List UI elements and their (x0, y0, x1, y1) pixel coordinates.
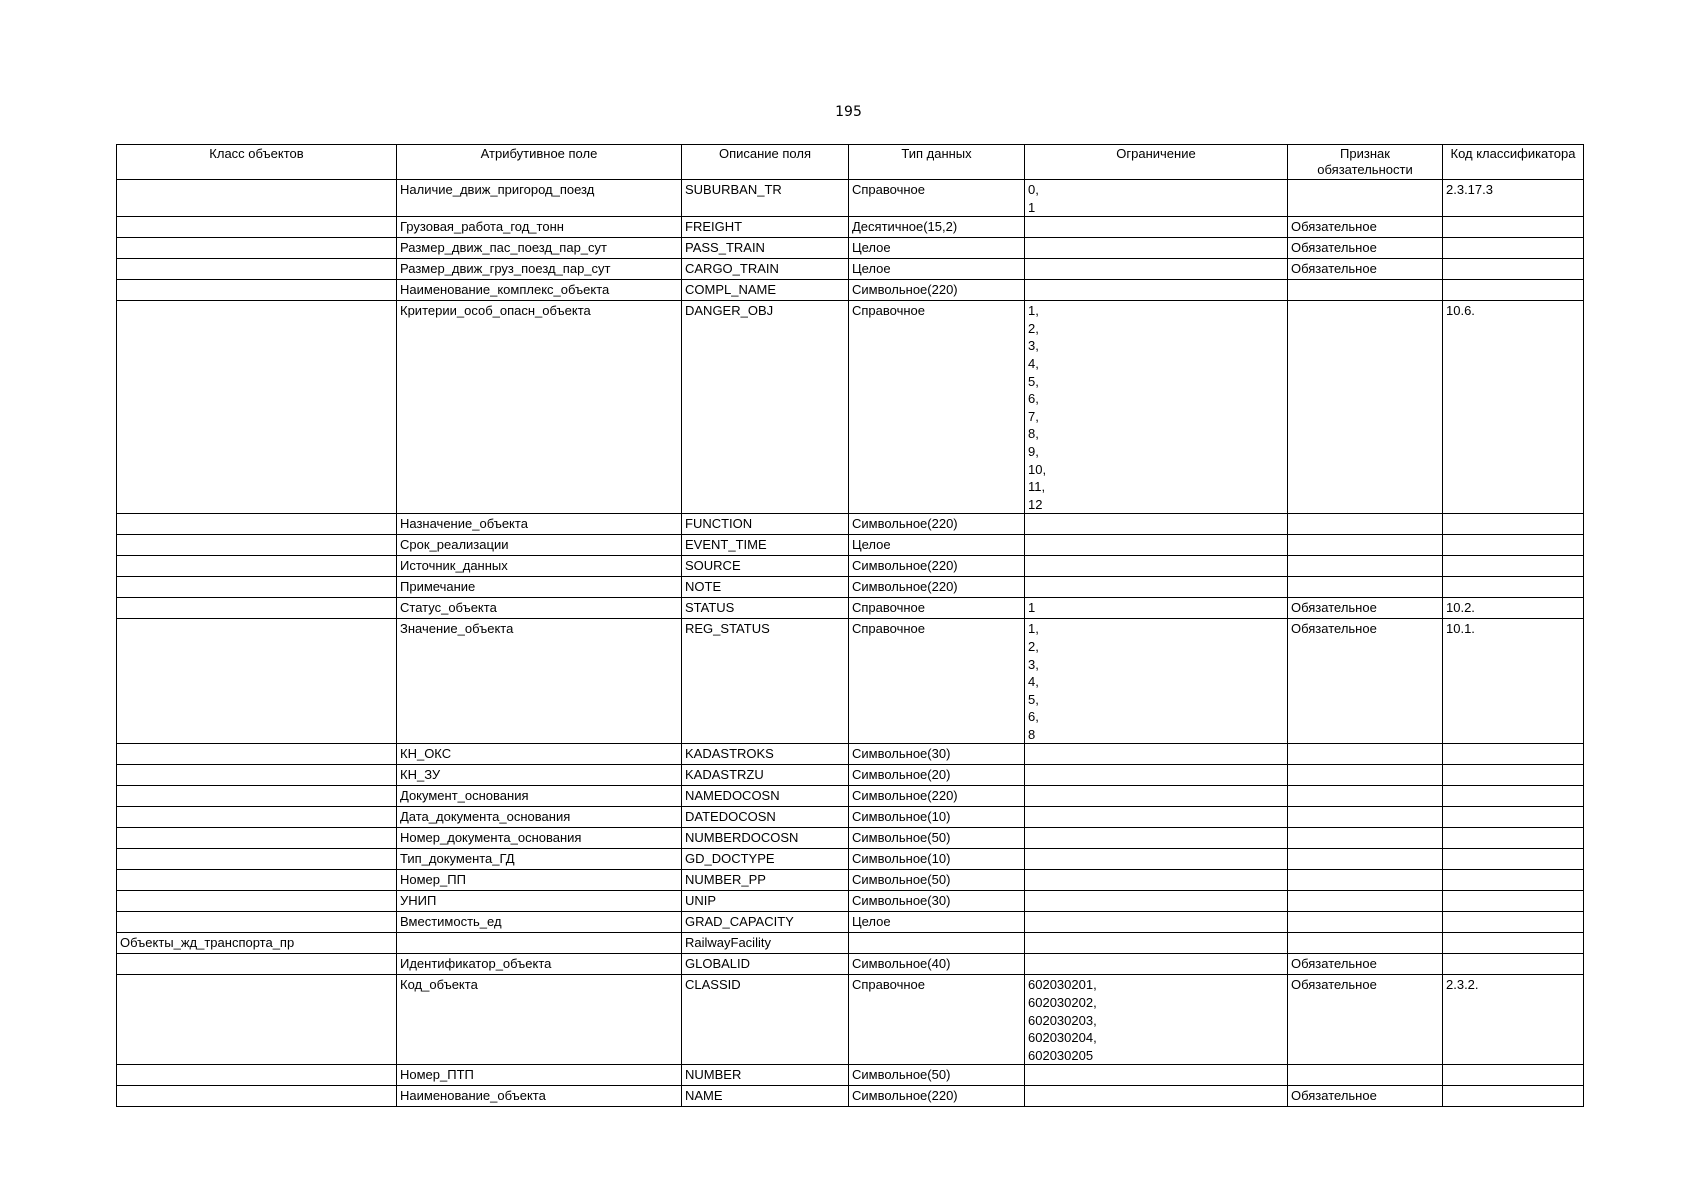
cell-attribute-field: Вместимость_ед (397, 912, 682, 933)
header-attribute-field: Атрибутивное поле (397, 145, 682, 180)
table-row (117, 828, 1584, 849)
cell-mandatory-flag: Обязательное (1288, 217, 1443, 238)
cell-restriction (1025, 259, 1288, 280)
cell-classifier-code (1443, 786, 1584, 807)
cell-attribute-field: Назначение_объекта (397, 514, 682, 535)
cell-object-class: Объекты_жд_транспорта_пр (117, 933, 397, 954)
cell-object-class (117, 280, 397, 301)
cell-field-description: STATUS (682, 598, 849, 619)
cell-mandatory-flag (1288, 891, 1443, 912)
cell-attribute-field: Примечание (397, 577, 682, 598)
cell-classifier-code (1443, 514, 1584, 535)
cell-attribute-field: Наименование_комплекс_объекта (397, 280, 682, 301)
cell-attribute-field: Номер_документа_основания (397, 828, 682, 849)
cell-classifier-code (1443, 577, 1584, 598)
cell-mandatory-flag (1288, 556, 1443, 577)
cell-classifier-code: 10.1. (1443, 619, 1584, 744)
cell-mandatory-flag: Обязательное (1288, 619, 1443, 744)
cell-classifier-code: 10.2. (1443, 598, 1584, 619)
cell-restriction (1025, 954, 1288, 975)
cell-restriction (1025, 217, 1288, 238)
cell-object-class (117, 891, 397, 912)
cell-attribute-field: Статус_объекта (397, 598, 682, 619)
cell-classifier-code (1443, 870, 1584, 891)
cell-data-type: Символьное(20) (849, 765, 1025, 786)
cell-object-class (117, 744, 397, 765)
cell-mandatory-flag (1288, 1065, 1443, 1086)
cell-attribute-field: Значение_объекта (397, 619, 682, 744)
cell-attribute-field: Номер_ПП (397, 870, 682, 891)
cell-data-type: Символьное(220) (849, 556, 1025, 577)
cell-field-description: RailwayFacility (682, 933, 849, 954)
table-row (117, 619, 1584, 744)
cell-mandatory-flag: Обязательное (1288, 975, 1443, 1065)
cell-classifier-code: 2.3.2. (1443, 975, 1584, 1065)
cell-object-class (117, 217, 397, 238)
cell-attribute-field: Наименование_объекта (397, 1086, 682, 1107)
cell-object-class (117, 912, 397, 933)
cell-object-class (117, 1086, 397, 1107)
cell-restriction (1025, 238, 1288, 259)
cell-mandatory-flag (1288, 933, 1443, 954)
cell-data-type: Справочное (849, 975, 1025, 1065)
cell-classifier-code (1443, 259, 1584, 280)
cell-field-description: REG_STATUS (682, 619, 849, 744)
cell-attribute-field: Критерии_особ_опасн_объекта (397, 301, 682, 514)
cell-data-type: Целое (849, 535, 1025, 556)
cell-mandatory-flag (1288, 849, 1443, 870)
cell-mandatory-flag (1288, 786, 1443, 807)
cell-restriction (1025, 1086, 1288, 1107)
cell-data-type (849, 933, 1025, 954)
cell-mandatory-flag (1288, 765, 1443, 786)
cell-field-description: CARGO_TRAIN (682, 259, 849, 280)
header-mandatory-flag: Признак обязательности (1288, 145, 1443, 180)
cell-field-description: NUMBER_PP (682, 870, 849, 891)
cell-classifier-code: 10.6. (1443, 301, 1584, 514)
cell-restriction (1025, 577, 1288, 598)
table-row (117, 301, 1584, 514)
cell-data-type: Символьное(30) (849, 744, 1025, 765)
cell-data-type: Десятичное(15,2) (849, 217, 1025, 238)
cell-classifier-code (1443, 828, 1584, 849)
cell-classifier-code (1443, 744, 1584, 765)
cell-classifier-code (1443, 556, 1584, 577)
cell-object-class (117, 828, 397, 849)
cell-restriction (1025, 744, 1288, 765)
cell-field-description: FREIGHT (682, 217, 849, 238)
cell-field-description: FUNCTION (682, 514, 849, 535)
table-row (117, 975, 1584, 1065)
cell-data-type: Справочное (849, 301, 1025, 514)
cell-object-class (117, 514, 397, 535)
cell-object-class (117, 577, 397, 598)
page-number: 195 (835, 104, 862, 120)
table-row (117, 1065, 1584, 1086)
cell-restriction (1025, 556, 1288, 577)
cell-classifier-code: 2.3.17.3 (1443, 180, 1584, 217)
cell-mandatory-flag (1288, 828, 1443, 849)
cell-object-class (117, 849, 397, 870)
cell-classifier-code (1443, 535, 1584, 556)
cell-mandatory-flag (1288, 514, 1443, 535)
cell-mandatory-flag (1288, 180, 1443, 217)
table-row (117, 786, 1584, 807)
cell-restriction: 602030201, 602030202, 602030203, 602030204, 602030205 (1025, 975, 1288, 1065)
cell-attribute-field: Наличие_движ_пригород_поезд (397, 180, 682, 217)
table-row (117, 1086, 1584, 1107)
cell-object-class (117, 301, 397, 514)
cell-restriction (1025, 849, 1288, 870)
cell-object-class (117, 598, 397, 619)
cell-data-type: Справочное (849, 619, 1025, 744)
cell-restriction (1025, 786, 1288, 807)
cell-attribute-field: Источник_данных (397, 556, 682, 577)
cell-attribute-field: КН_ОКС (397, 744, 682, 765)
cell-restriction (1025, 280, 1288, 301)
cell-attribute-field: Срок_реализации (397, 535, 682, 556)
table-header-row (117, 145, 1584, 180)
cell-restriction (1025, 912, 1288, 933)
cell-field-description: NUMBERDOCOSN (682, 828, 849, 849)
cell-restriction (1025, 1065, 1288, 1086)
cell-classifier-code (1443, 912, 1584, 933)
table-row (117, 514, 1584, 535)
header-classifier-code: Код классификатора (1443, 145, 1584, 180)
header-field-description: Описание поля (682, 145, 849, 180)
cell-attribute-field: Тип_документа_ГД (397, 849, 682, 870)
cell-object-class (117, 238, 397, 259)
table-row (117, 933, 1584, 954)
cell-restriction (1025, 535, 1288, 556)
cell-restriction (1025, 765, 1288, 786)
cell-restriction (1025, 933, 1288, 954)
cell-data-type: Целое (849, 238, 1025, 259)
cell-classifier-code (1443, 1065, 1584, 1086)
cell-classifier-code (1443, 849, 1584, 870)
cell-restriction: 1, 2, 3, 4, 5, 6, 7, 8, 9, 10, 11, 12 (1025, 301, 1288, 514)
cell-data-type: Целое (849, 912, 1025, 933)
cell-attribute-field: УНИП (397, 891, 682, 912)
cell-classifier-code (1443, 954, 1584, 975)
cell-field-description: CLASSID (682, 975, 849, 1065)
cell-classifier-code (1443, 891, 1584, 912)
cell-data-type: Символьное(220) (849, 1086, 1025, 1107)
cell-restriction (1025, 828, 1288, 849)
cell-classifier-code (1443, 807, 1584, 828)
cell-object-class (117, 180, 397, 217)
cell-data-type: Символьное(220) (849, 280, 1025, 301)
table-row (117, 577, 1584, 598)
cell-object-class (117, 786, 397, 807)
table-row (117, 891, 1584, 912)
table-row (117, 598, 1584, 619)
cell-field-description: EVENT_TIME (682, 535, 849, 556)
cell-object-class (117, 807, 397, 828)
table-row (117, 765, 1584, 786)
cell-mandatory-flag (1288, 744, 1443, 765)
cell-field-description: DANGER_OBJ (682, 301, 849, 514)
cell-field-description: DATEDOCOSN (682, 807, 849, 828)
cell-object-class (117, 975, 397, 1065)
cell-attribute-field: Номер_ПТП (397, 1065, 682, 1086)
cell-data-type: Символьное(220) (849, 786, 1025, 807)
cell-classifier-code (1443, 1086, 1584, 1107)
cell-field-description: NAME (682, 1086, 849, 1107)
cell-classifier-code (1443, 238, 1584, 259)
cell-data-type: Целое (849, 259, 1025, 280)
cell-object-class (117, 556, 397, 577)
cell-classifier-code (1443, 280, 1584, 301)
table-row (117, 849, 1584, 870)
table-row (117, 870, 1584, 891)
cell-object-class (117, 765, 397, 786)
cell-restriction: 1, 2, 3, 4, 5, 6, 8 (1025, 619, 1288, 744)
cell-mandatory-flag (1288, 870, 1443, 891)
table-row (117, 535, 1584, 556)
table-row (117, 912, 1584, 933)
cell-mandatory-flag: Обязательное (1288, 598, 1443, 619)
cell-mandatory-flag (1288, 577, 1443, 598)
cell-field-description: NAMEDOCOSN (682, 786, 849, 807)
cell-attribute-field: Размер_движ_груз_поезд_пар_сут (397, 259, 682, 280)
attributes-table (116, 144, 1584, 1107)
cell-data-type: Символьное(220) (849, 514, 1025, 535)
cell-restriction (1025, 514, 1288, 535)
cell-object-class (117, 619, 397, 744)
cell-field-description: GD_DOCTYPE (682, 849, 849, 870)
cell-data-type: Символьное(50) (849, 1065, 1025, 1086)
cell-data-type: Символьное(50) (849, 870, 1025, 891)
cell-mandatory-flag: Обязательное (1288, 954, 1443, 975)
cell-attribute-field: Идентификатор_объекта (397, 954, 682, 975)
table-row (117, 744, 1584, 765)
cell-mandatory-flag (1288, 535, 1443, 556)
cell-field-description: PASS_TRAIN (682, 238, 849, 259)
cell-field-description: GRAD_CAPACITY (682, 912, 849, 933)
cell-field-description: SOURCE (682, 556, 849, 577)
cell-attribute-field: Грузовая_работа_год_тонн (397, 217, 682, 238)
table-row (117, 954, 1584, 975)
cell-attribute-field: Размер_движ_пас_поезд_пар_сут (397, 238, 682, 259)
cell-restriction: 0, 1 (1025, 180, 1288, 217)
table-row (117, 217, 1584, 238)
cell-object-class (117, 535, 397, 556)
cell-field-description: NOTE (682, 577, 849, 598)
cell-object-class (117, 870, 397, 891)
cell-restriction (1025, 870, 1288, 891)
cell-attribute-field (397, 933, 682, 954)
cell-attribute-field: Дата_документа_основания (397, 807, 682, 828)
cell-attribute-field: Документ_основания (397, 786, 682, 807)
cell-classifier-code (1443, 765, 1584, 786)
cell-mandatory-flag (1288, 280, 1443, 301)
cell-object-class (117, 259, 397, 280)
table-row (117, 556, 1584, 577)
cell-mandatory-flag (1288, 912, 1443, 933)
cell-field-description: KADASTROKS (682, 744, 849, 765)
cell-data-type: Справочное (849, 598, 1025, 619)
cell-data-type: Символьное(10) (849, 807, 1025, 828)
cell-mandatory-flag: Обязательное (1288, 238, 1443, 259)
cell-mandatory-flag (1288, 807, 1443, 828)
table-row (117, 180, 1584, 217)
header-restriction: Ограничение (1025, 145, 1288, 180)
table-row (117, 238, 1584, 259)
cell-restriction: 1 (1025, 598, 1288, 619)
cell-data-type: Символьное(50) (849, 828, 1025, 849)
cell-data-type: Символьное(30) (849, 891, 1025, 912)
header-object-class: Класс объектов (117, 145, 397, 180)
cell-mandatory-flag (1288, 301, 1443, 514)
cell-field-description: COMPL_NAME (682, 280, 849, 301)
cell-field-description: UNIP (682, 891, 849, 912)
cell-data-type: Справочное (849, 180, 1025, 217)
table-row (117, 259, 1584, 280)
cell-attribute-field: КН_ЗУ (397, 765, 682, 786)
cell-object-class (117, 954, 397, 975)
cell-data-type: Символьное(40) (849, 954, 1025, 975)
cell-object-class (117, 1065, 397, 1086)
cell-restriction (1025, 891, 1288, 912)
cell-classifier-code (1443, 217, 1584, 238)
header-data-type: Тип данных (849, 145, 1025, 180)
table-row (117, 807, 1584, 828)
cell-field-description: KADASTRZU (682, 765, 849, 786)
cell-field-description: GLOBALID (682, 954, 849, 975)
cell-field-description: NUMBER (682, 1065, 849, 1086)
cell-data-type: Символьное(220) (849, 577, 1025, 598)
table-row (117, 280, 1584, 301)
cell-attribute-field: Код_объекта (397, 975, 682, 1065)
cell-field-description: SUBURBAN_TR (682, 180, 849, 217)
cell-classifier-code (1443, 933, 1584, 954)
cell-mandatory-flag: Обязательное (1288, 259, 1443, 280)
cell-restriction (1025, 807, 1288, 828)
cell-data-type: Символьное(10) (849, 849, 1025, 870)
cell-mandatory-flag: Обязательное (1288, 1086, 1443, 1107)
